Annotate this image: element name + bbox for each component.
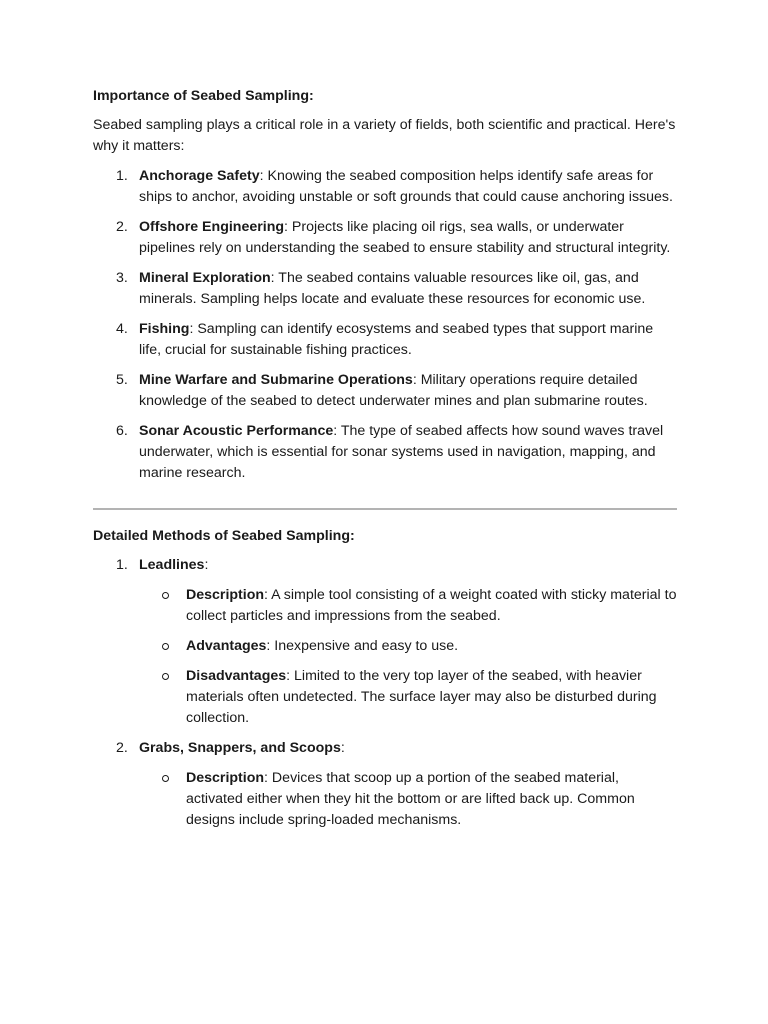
item-text: : Sampling can identify ecosystems and seabed types that support marine life, crucial for sustainable fishing practices. — [139, 321, 654, 358]
methods-list — [93, 555, 677, 831]
list-item — [93, 166, 677, 208]
method-suffix: : — [340, 740, 345, 756]
section-heading-importance: Importance of Seabed Sampling: — [93, 88, 314, 104]
importance-list — [93, 166, 677, 484]
item-text: : The seabed contains valuable resources like oil, gas, and minerals. Sampling helps locate and evaluate these resources for economic use. — [139, 270, 646, 307]
item-term: Offshore Engineering — [139, 219, 285, 235]
hollow-circle-bullet-icon — [162, 673, 169, 680]
hollow-circle-bullet-icon — [162, 775, 169, 782]
point-term: Description — [186, 587, 265, 603]
point-term: Disadvantages — [186, 668, 287, 684]
point-text: : Limited to the very top layer of the seabed, with heavier materials often undetected. The surface layer may also be disturbed during collection. — [186, 668, 657, 726]
sub-list-item — [139, 768, 677, 831]
list-number: 5. — [116, 372, 128, 388]
list-item — [93, 421, 677, 484]
point-term: Advantages — [186, 638, 267, 654]
method-term: Grabs, Snappers, and Scoops — [139, 740, 341, 756]
list-item — [93, 370, 677, 412]
item-term: Anchorage Safety — [139, 168, 260, 184]
point-text: : Devices that scoop up a portion of the seabed material, activated either when they hit the bottom or are lifted back up. Common designs include spring-loaded mechanisms. — [186, 770, 635, 828]
list-number: 4. — [116, 321, 128, 337]
item-term: Sonar Acoustic Performance — [139, 423, 334, 439]
list-number: 2. — [116, 219, 128, 235]
item-text: : The type of seabed affects how sound waves travel underwater, which is essential for sonar systems used in navigation, mapping, and marine research. — [139, 423, 664, 481]
item-text: : Military operations require detailed knowledge of the seabed to detect underwater mines and plan submarine routes. — [139, 372, 648, 409]
hollow-circle-bullet-icon — [162, 643, 169, 650]
list-number: 1. — [116, 557, 128, 573]
sub-list-item — [139, 636, 677, 657]
point-text: : A simple tool consisting of a weight coated with sticky material to collect particles and impressions from the seabed. — [186, 587, 677, 624]
horizontal-divider — [93, 508, 677, 510]
point-text: : Inexpensive and easy to use. — [266, 638, 459, 654]
list-number: 6. — [116, 423, 128, 439]
list-number: 2. — [116, 740, 128, 756]
section-heading-methods: Detailed Methods of Seabed Sampling: — [93, 528, 355, 544]
item-text: : Knowing the seabed composition helps identify safe areas for ships to anchor, avoiding unstable or soft grounds that could cause anchoring issues. — [139, 168, 673, 205]
intro-paragraph: Seabed sampling plays a critical role in a variety of fields, both scientific and practical. Here's why it matters: — [93, 117, 676, 154]
list-item — [93, 268, 677, 310]
method-points — [139, 585, 677, 729]
hollow-circle-bullet-icon — [162, 592, 169, 599]
list-item — [93, 217, 677, 259]
document-page — [93, 86, 677, 840]
list-number: 1. — [116, 168, 128, 184]
method-suffix: : — [204, 557, 209, 573]
sub-list-item — [139, 666, 677, 729]
list-item — [93, 319, 677, 361]
method-item-grabs — [93, 738, 677, 831]
point-term: Description — [186, 770, 265, 786]
item-term: Mineral Exploration — [139, 270, 271, 286]
sub-list-item — [139, 585, 677, 627]
list-number: 3. — [116, 270, 128, 286]
method-points — [139, 768, 677, 831]
method-term: Leadlines — [139, 557, 205, 573]
item-text: : Projects like placing oil rigs, sea walls, or underwater pipelines rely on understanding the seabed to ensure stability and structural integrity. — [139, 219, 671, 256]
item-term: Fishing — [139, 321, 190, 337]
method-item-leadlines — [93, 555, 677, 729]
item-term: Mine Warfare and Submarine Operations — [139, 372, 413, 388]
